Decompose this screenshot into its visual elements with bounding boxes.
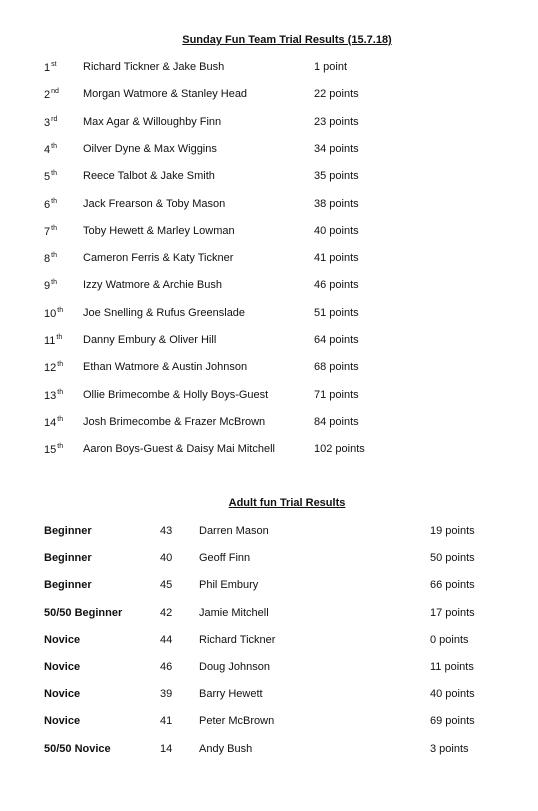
team-points: 46 points bbox=[314, 279, 359, 292]
placing-suffix: nd bbox=[51, 88, 59, 96]
placing bbox=[44, 252, 57, 265]
rider-number: 41 bbox=[160, 715, 173, 728]
rider-number: 43 bbox=[160, 525, 173, 537]
rider-number: 14 bbox=[160, 742, 173, 755]
placing-suffix: th bbox=[57, 443, 64, 451]
placing bbox=[44, 361, 63, 374]
placing-suffix: th bbox=[51, 170, 57, 178]
team-names: Morgan Watmore & Stanley Head bbox=[83, 88, 248, 101]
team-result-row bbox=[0, 252, 538, 268]
team-names: Izzy Watmore & Archie Bush bbox=[83, 279, 222, 292]
placing-suffix: th bbox=[51, 279, 57, 287]
placing bbox=[44, 116, 57, 129]
adult-result-row bbox=[0, 743, 538, 759]
rider-name: Andy Bush bbox=[199, 742, 253, 755]
team-result-row bbox=[0, 389, 538, 405]
team-points: 41 points bbox=[314, 252, 359, 265]
adult-result-row bbox=[0, 607, 538, 623]
placing-suffix: th bbox=[51, 252, 57, 260]
placing-number: 4 bbox=[44, 143, 51, 156]
rider-category: Novice bbox=[44, 688, 81, 701]
placing bbox=[44, 88, 59, 101]
team-result-row bbox=[0, 198, 538, 214]
rider-points: 19 points bbox=[430, 525, 475, 537]
placing bbox=[44, 389, 63, 402]
team-names: Jack Frearson & Toby Mason bbox=[83, 197, 226, 210]
adult-result-row bbox=[0, 634, 538, 650]
team-result-row bbox=[0, 334, 538, 350]
placing-suffix: th bbox=[56, 334, 63, 341]
rider-points: 40 points bbox=[430, 688, 475, 701]
team-names: Aaron Boys-Guest & Daisy Mai Mitchell bbox=[83, 443, 275, 456]
placing-suffix: th bbox=[51, 224, 57, 232]
team-names: Reece Talbot & Jake Smith bbox=[83, 170, 215, 183]
team-names: Danny Embury & Oliver Hill bbox=[83, 334, 217, 346]
rider-category: Novice bbox=[44, 633, 81, 646]
placing-number: 8 bbox=[44, 253, 51, 266]
team-points: 38 points bbox=[314, 197, 359, 210]
team-names: Max Agar & Willoughby Finn bbox=[83, 115, 222, 128]
team-points: 71 points bbox=[314, 388, 359, 401]
team-result-row bbox=[0, 170, 538, 186]
placing-number: 10 bbox=[44, 307, 57, 320]
placing-suffix: th bbox=[51, 197, 57, 205]
rider-number: 45 bbox=[160, 579, 173, 592]
team-result-row bbox=[0, 443, 538, 459]
placing-suffix: st bbox=[51, 61, 57, 68]
team-points: 35 points bbox=[314, 170, 359, 183]
team-names: Joe Snelling & Rufus Greenslade bbox=[83, 306, 246, 319]
rider-name: Darren Mason bbox=[199, 525, 269, 537]
rider-name: Peter McBrown bbox=[199, 715, 275, 728]
placing bbox=[44, 143, 57, 156]
adult-result-row bbox=[0, 688, 538, 704]
team-results-title: Sunday Fun Team Trial Results (15.7.18) bbox=[182, 34, 392, 46]
placing bbox=[44, 416, 63, 429]
placing-number: 7 bbox=[44, 225, 51, 238]
rider-name: Richard Tickner bbox=[199, 633, 276, 646]
team-points: 102 points bbox=[314, 443, 365, 456]
placing-number: 6 bbox=[44, 198, 51, 211]
rider-category: Beginner bbox=[44, 525, 92, 537]
placing-suffix: th bbox=[51, 142, 57, 150]
adult-result-row bbox=[0, 715, 538, 731]
placing-number: 2 bbox=[44, 89, 51, 102]
rider-name: Doug Johnson bbox=[199, 661, 270, 673]
placing bbox=[44, 198, 57, 211]
placing bbox=[44, 61, 57, 74]
rider-number: 42 bbox=[160, 606, 173, 619]
placing-suffix: th bbox=[57, 361, 64, 369]
placing bbox=[44, 170, 57, 183]
placing-suffix: th bbox=[57, 306, 64, 314]
team-names: Toby Hewett & Marley Lowman bbox=[83, 224, 235, 237]
team-points: 1 point bbox=[314, 61, 348, 73]
rider-points: 69 points bbox=[430, 715, 475, 728]
team-points: 40 points bbox=[314, 224, 359, 237]
rider-category: Beginner bbox=[44, 552, 92, 565]
team-names: Cameron Ferris & Katy Tickner bbox=[83, 252, 234, 265]
placing-number: 13 bbox=[44, 389, 57, 402]
team-result-row bbox=[0, 225, 538, 241]
rider-category: 50/50 Novice bbox=[44, 742, 111, 755]
placing-suffix: th bbox=[57, 388, 64, 396]
team-result-row bbox=[0, 307, 538, 323]
placing-suffix: th bbox=[57, 415, 64, 423]
placing bbox=[44, 225, 57, 238]
adult-result-row bbox=[0, 579, 538, 595]
rider-points: 11 points bbox=[430, 661, 474, 673]
placing bbox=[44, 307, 63, 320]
rider-points: 17 points bbox=[430, 606, 475, 619]
team-result-row bbox=[0, 143, 538, 159]
team-result-row bbox=[0, 361, 538, 377]
team-points: 34 points bbox=[314, 142, 359, 155]
placing-number: 9 bbox=[44, 280, 51, 293]
rider-number: 39 bbox=[160, 688, 173, 701]
placing bbox=[44, 279, 57, 292]
rider-points: 0 points bbox=[430, 633, 469, 646]
team-points: 23 points bbox=[314, 115, 359, 128]
rider-number: 40 bbox=[160, 552, 173, 565]
placing bbox=[44, 334, 62, 347]
placing-number: 12 bbox=[44, 362, 57, 375]
placing-number: 1 bbox=[44, 62, 51, 74]
team-names: Ethan Watmore & Austin Johnson bbox=[83, 361, 248, 374]
team-points: 64 points bbox=[314, 334, 359, 346]
rider-name: Jamie Mitchell bbox=[199, 606, 269, 619]
team-points: 84 points bbox=[314, 415, 359, 428]
placing-number: 11 bbox=[44, 335, 56, 347]
placing-number: 15 bbox=[44, 444, 57, 457]
team-result-row bbox=[0, 116, 538, 132]
adult-result-row bbox=[0, 661, 538, 677]
rider-number: 46 bbox=[160, 661, 173, 673]
placing-number: 14 bbox=[44, 416, 57, 429]
rider-name: Barry Hewett bbox=[199, 688, 263, 701]
team-result-row bbox=[0, 61, 538, 77]
placing-number: 5 bbox=[44, 171, 51, 184]
team-names: Josh Brimecombe & Frazer McBrown bbox=[83, 415, 266, 428]
rider-category: Beginner bbox=[44, 579, 92, 592]
placing-number: 3 bbox=[44, 116, 51, 129]
adult-result-row bbox=[0, 552, 538, 568]
rider-number: 44 bbox=[160, 633, 173, 646]
team-result-row bbox=[0, 88, 538, 104]
rider-name: Phil Embury bbox=[199, 579, 259, 592]
rider-name: Geoff Finn bbox=[199, 552, 251, 565]
team-points: 51 points bbox=[314, 306, 359, 319]
team-points: 68 points bbox=[314, 361, 359, 374]
team-points: 22 points bbox=[314, 88, 359, 101]
rider-category: Novice bbox=[44, 661, 81, 673]
placing bbox=[44, 443, 63, 456]
rider-points: 3 points bbox=[430, 742, 469, 755]
placing-suffix: rd bbox=[51, 115, 58, 123]
team-result-row bbox=[0, 279, 538, 295]
rider-points: 50 points bbox=[430, 552, 475, 565]
rider-category: Novice bbox=[44, 715, 81, 728]
rider-category: 50/50 Beginner bbox=[44, 606, 123, 619]
team-names: Ollie Brimecombe & Holly Boys-Guest bbox=[83, 388, 269, 401]
adult-results-title: Adult fun Trial Results bbox=[228, 497, 346, 509]
adult-result-row bbox=[0, 525, 538, 541]
team-names: Richard Tickner & Jake Bush bbox=[83, 61, 225, 73]
rider-points: 66 points bbox=[430, 579, 475, 592]
team-result-row bbox=[0, 416, 538, 432]
team-names: Oilver Dyne & Max Wiggins bbox=[83, 142, 217, 155]
